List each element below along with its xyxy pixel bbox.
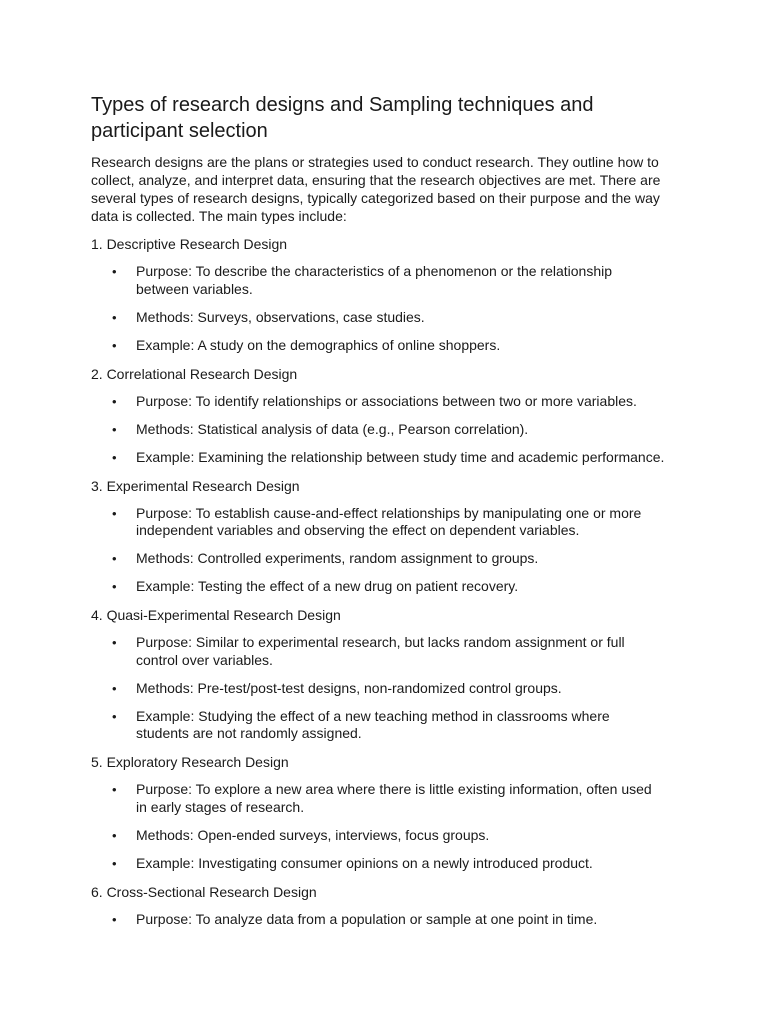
- bullet-icon: •: [112, 337, 117, 353]
- list-item: [91, 309, 666, 327]
- bullet-list: [91, 505, 691, 596]
- bullet-list: [91, 634, 691, 743]
- bullet-icon: •: [112, 505, 117, 521]
- list-item-text: Purpose: To explore a new area where there is little existing information, often used in early stages of research.: [136, 781, 652, 815]
- list-item-text: Methods: Statistical analysis of data (e.g., Pearson correlation).: [136, 420, 529, 437]
- bullet-icon: •: [112, 449, 117, 465]
- bullet-icon: •: [112, 421, 117, 437]
- list-item-text: Example: Studying the effect of a new teaching method in classrooms where students are not randomly assigned.: [136, 707, 610, 741]
- bullet-list: [91, 781, 691, 872]
- section-heading: 6. Cross-Sectional Research Design: [91, 883, 317, 900]
- bullet-icon: •: [112, 264, 117, 279]
- list-item: [91, 708, 666, 743]
- list-item-text: Methods: Open-ended surveys, interviews, focus groups.: [136, 826, 490, 843]
- bullet-icon: •: [112, 309, 117, 325]
- bullet-icon: •: [112, 827, 117, 843]
- list-item: [91, 505, 666, 540]
- bullet-icon: •: [112, 782, 117, 797]
- page-title: Types of research designs and Sampling techniques and participant selection: [91, 94, 594, 142]
- list-item-text: Purpose: Similar to experimental research, but lacks random assignment or full control over variables.: [136, 634, 625, 668]
- bullet-icon: •: [112, 708, 117, 724]
- list-item: [91, 263, 666, 298]
- list-item-text: Purpose: To establish cause-and-effect relationships by manipulating one or more independent variables and observing the effect on dependent variables.: [136, 504, 642, 538]
- section-heading: 3. Experimental Research Design: [91, 477, 300, 494]
- sections-container: [91, 235, 691, 939]
- bullet-list: [91, 393, 691, 467]
- section-heading: 2. Correlational Research Design: [91, 365, 298, 382]
- bullet-icon: •: [112, 551, 117, 566]
- bullet-list: [91, 263, 691, 354]
- bullet-icon: •: [112, 393, 117, 409]
- list-item: [91, 337, 666, 355]
- list-item: [91, 827, 666, 845]
- list-item-text: Example: Examining the relationship between study time and academic performance.: [136, 448, 665, 465]
- list-item: [91, 550, 666, 568]
- list-item: [91, 578, 666, 596]
- list-item-text: Purpose: To identify relationships or associations between two or more variables.: [136, 392, 637, 409]
- list-item: [91, 393, 666, 411]
- list-item: [91, 781, 666, 816]
- section-heading: 5. Exploratory Research Design: [91, 754, 289, 770]
- intro-paragraph: Research designs are the plans or strategies used to conduct research. They outline how to collect, analyze, and interpret data, ensuring that the research objectives are met. There are several types of research designs, typically categorized based on their purpose and the way data is collected. The main types include:: [91, 154, 661, 224]
- bullet-icon: •: [112, 680, 117, 696]
- list-item: [91, 421, 666, 439]
- bullet-icon: •: [112, 635, 117, 650]
- list-item-text: Example: Testing the effect of a new drug on patient recovery.: [136, 578, 519, 594]
- list-item-text: Purpose: To analyze data from a population or sample at one point in time.: [136, 910, 598, 927]
- list-item-text: Example: Investigating consumer opinions on a newly introduced product.: [136, 854, 593, 871]
- bullet-icon: •: [112, 855, 117, 871]
- list-item: [91, 634, 666, 669]
- bullet-icon: •: [112, 579, 117, 594]
- list-item-text: Methods: Surveys, observations, case studies.: [136, 308, 425, 325]
- list-item: [91, 855, 666, 873]
- section-heading: 4. Quasi-Experimental Research Design: [91, 607, 341, 623]
- list-item: [91, 680, 666, 698]
- section-heading: 1. Descriptive Research Design: [91, 236, 288, 252]
- list-item-text: Example: A study on the demographics of online shoppers.: [136, 336, 501, 353]
- bullet-list: [91, 911, 691, 929]
- list-item-text: Purpose: To describe the characteristics of a phenomenon or the relationship between variables.: [136, 263, 613, 297]
- bullet-icon: •: [112, 911, 117, 927]
- list-item: [91, 449, 666, 467]
- list-item: [91, 911, 666, 929]
- list-item-text: Methods: Pre-test/post-test designs, non-randomized control groups.: [136, 679, 562, 696]
- list-item-text: Methods: Controlled experiments, random assignment to groups.: [136, 550, 539, 566]
